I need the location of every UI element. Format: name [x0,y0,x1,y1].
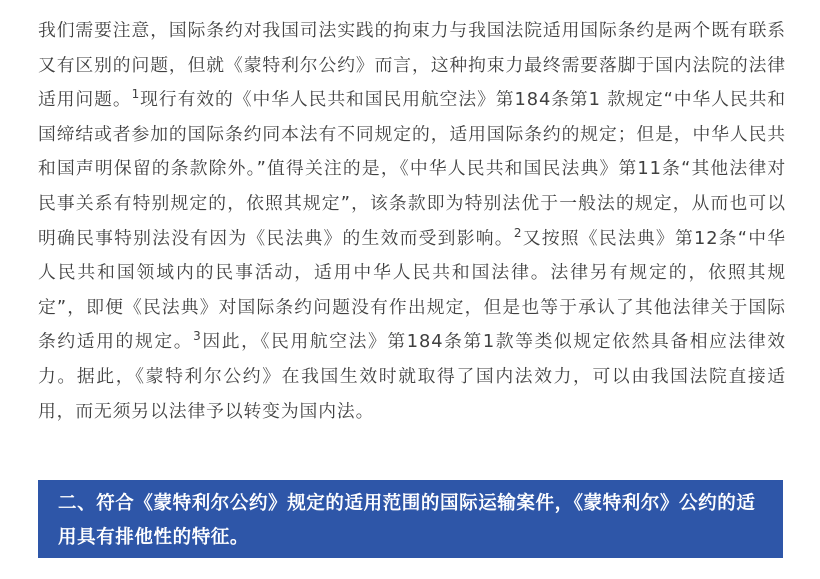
paragraph-segment-1: 我们需要注意，国际条约对我国司法实践的拘束力与我国法院适用国际条约是两个既有联系又有区别的问题，但就《蒙特利尔公约》而言，这种拘束力最终需要落脚于国内法院的法律适用问题。 [38,20,786,111]
article-body [38,14,786,429]
paragraph-segment-3: 又按照《民法典》第12条“中华人民共和国领域内的民事活动，适用中华人民共和国法律。法律另有规定的，依照其规定”，即便《民法典》对国际条约问题没有作出规定，但是也等于承认了其他法律关于国际条约适用的规定。 [38,227,786,353]
section-heading-title: 二、符合《蒙特利尔公约》规定的适用范围的国际运输案件，《蒙特利尔》公约的适用具有排他性的特征。 [58,493,756,548]
section-heading-banner [38,480,783,558]
paragraph-segment-4: 因此，《民用航空法》第184条第1款等类似规定依然具备相应法律效力。据此，《蒙特利尔公约》在我国生效时就取得了国内法效力，可以由我国法院直接适用，而无须另以法律予以转变为国内法。 [38,331,786,422]
footnote-marker-3[interactable]: 3 [193,329,202,344]
footnote-marker-2[interactable]: 2 [513,225,523,240]
paragraph-segment-2: 现行有效的《中华人民共和国民用航空法》第184条第1 款规定“中华人民共和国缔结或者参加的国际条约同本法有不同规定的，适用国际条约的规定；但是，中华人民共和国声明保留的条款除外。”值得关注的是，《中华人民共和国民法典》第11条“其他法律对民事关系有特别规定的，依照其规定”，该条款即为特别法优于一般法的规定，从而也可以明确民事特别法没有因为《民法典》的生效而受到影响。 [38,89,786,249]
body-paragraph [38,14,786,429]
footnote-marker-1[interactable]: 1 [131,87,141,102]
